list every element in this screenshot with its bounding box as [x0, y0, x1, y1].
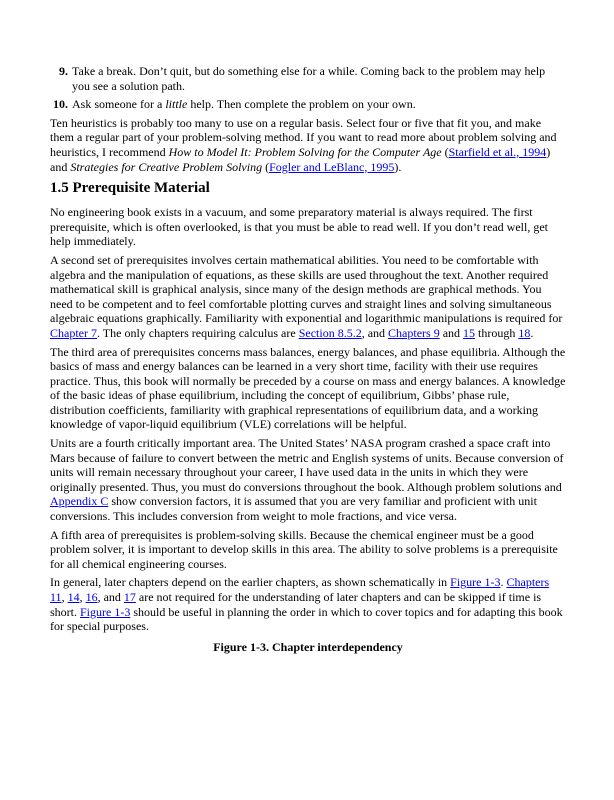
text-run: Ask someone for a: [72, 97, 166, 112]
list-text: Take a break. Don’t quit, but do something else for a while. Coming back to the problem may help you see a solution path.: [72, 64, 546, 93]
text-run: . The only chapters requiring calculus are: [97, 325, 299, 340]
text-run: ,: [79, 590, 86, 604]
text-run: In general, later chapters depend on the earlier chapters, as shown schematically in: [50, 575, 451, 590]
paragraph-balances: The third area of prerequisites concerns mass balances, energy balances, and phase equilibria. Although the basics of mass and energy balances can be learned in a very short time, facility with their use requires practice. Thus, this book will normally be preceded by a course on mass and energy balances. A knowledge of the basic ideas of phase equilibrium, including the concept of equilibrium, Gibbs’ phase rule, distribution coefficients, familiarity with graphical representations of equilibrium data, and a working knowledge of vapor-liquid equilibrium (VLE) correlations will be helpful.: [50, 344, 566, 432]
text-run: should be useful in planning the order in which to cover topics and for adapting this book for special purposes.: [50, 604, 563, 634]
link-chapter-16[interactable]: 16: [85, 590, 98, 604]
text-run: , and: [97, 590, 124, 604]
book-title: How to Model It: Problem Solving for the Computer Age: [168, 144, 442, 159]
paragraph-dependencies: [50, 575, 566, 633]
link-chapter-18[interactable]: 18: [518, 325, 531, 340]
text-run: ) and: [50, 144, 551, 174]
text-run: (: [441, 144, 449, 159]
list-number: 9.: [59, 64, 68, 78]
paragraph-math: [50, 253, 566, 341]
text-run: through: [475, 325, 519, 340]
document-body: [50, 64, 566, 654]
citation-link-fogler[interactable]: Fogler and LeBlanc, 1995: [269, 159, 395, 174]
text-run: Ten heuristics is probably too many to use on a regular basis. Select four or five that fit you, and make them a regular part of your problem-solving method. If you want to read more about problem solving and heuristics, I recommend: [50, 115, 557, 159]
figure-caption: Figure 1-3. Chapter interdependency: [213, 639, 403, 654]
paragraph-units: [50, 436, 566, 524]
link-chapter-15[interactable]: 15: [463, 325, 476, 340]
link-chapter-9[interactable]: Chapters 9: [388, 325, 440, 340]
book-title: Strategies for Creative Problem Solving: [70, 159, 263, 174]
citation-link-starfield[interactable]: Starfield et al., 1994: [448, 144, 547, 159]
text-run: and: [439, 325, 464, 340]
list-item: [50, 97, 566, 112]
text-run: .: [500, 575, 507, 590]
paragraph-reading: No engineering book exists in a vacuum, and some preparatory material is always required. The first prerequisite, which is often overlooked, is that you must be able to read well. If you don’t read well, get help immediately.: [50, 205, 548, 249]
text-run: help. Then complete the problem on your own.: [187, 97, 416, 112]
link-figure-1-3[interactable]: Figure 1-3: [450, 575, 501, 590]
paragraph-heuristics: [50, 116, 566, 174]
link-chapter-7[interactable]: Chapter 7: [50, 325, 97, 340]
paragraph-problem-solving: A fifth area of prerequisites is problem-solving skills. Because the chemical engineer must be a good problem solver, it is important to develop skills in this area. The ability to solve problems is a prerequisite for all chemical engineering courses.: [50, 527, 558, 571]
text-run: are not required for the understanding of later chapters and can be skipped if time is short.: [50, 590, 542, 619]
text-run: , and: [361, 325, 389, 340]
text-run: (: [262, 159, 270, 174]
text-run: Units are a fourth critically important area. The United States’ NASA program crashed a space craft into Mars because of failure to convert between the metric and English systems of units. Because conversion of units will remain necessary throughout your career, I have used data in the units in which they were originally presented. Thus, you must do conversions throughout the book. Although problem solutions and: [50, 436, 564, 494]
list-item: [50, 64, 566, 93]
link-chapter-14[interactable]: 14: [67, 590, 80, 604]
text-run: ).: [394, 159, 402, 174]
list-text: [72, 97, 566, 112]
link-appendix-c[interactable]: Appendix C: [50, 494, 109, 509]
text-run: A second set of prerequisites involves certain mathematical abilities. You need to be comfortable with algebra and the manipulation of equations, as these skills are used throughout the text. Another required mathematical skill is graphical analysis, since many of the design methods are graphical methods. You need to be competent and to feel comfortable plotting curves and straight lines and solving simultaneous algebraic equations graphically. Familiarity with exponential and logarithmic manipulations is required for: [50, 252, 563, 326]
link-section-8-5-2[interactable]: Section 8.5.2: [298, 325, 362, 340]
text-run: ,: [61, 590, 68, 604]
link-chapter-17[interactable]: 17: [123, 590, 136, 604]
emphasis: little: [165, 97, 188, 112]
list-number: 10.: [53, 97, 68, 112]
text-run: .: [530, 325, 534, 340]
link-figure-1-3[interactable]: Figure 1-3: [80, 604, 131, 619]
link-chapter-11[interactable]: Chapters 11: [50, 575, 550, 604]
section-heading: 1.5 Prerequisite Material: [50, 180, 210, 197]
text-run: show conversion factors, it is assumed that you are very familiar and proficient with unit conversions. This includes conversion from weight to mole fractions, and vice versa.: [50, 494, 537, 524]
